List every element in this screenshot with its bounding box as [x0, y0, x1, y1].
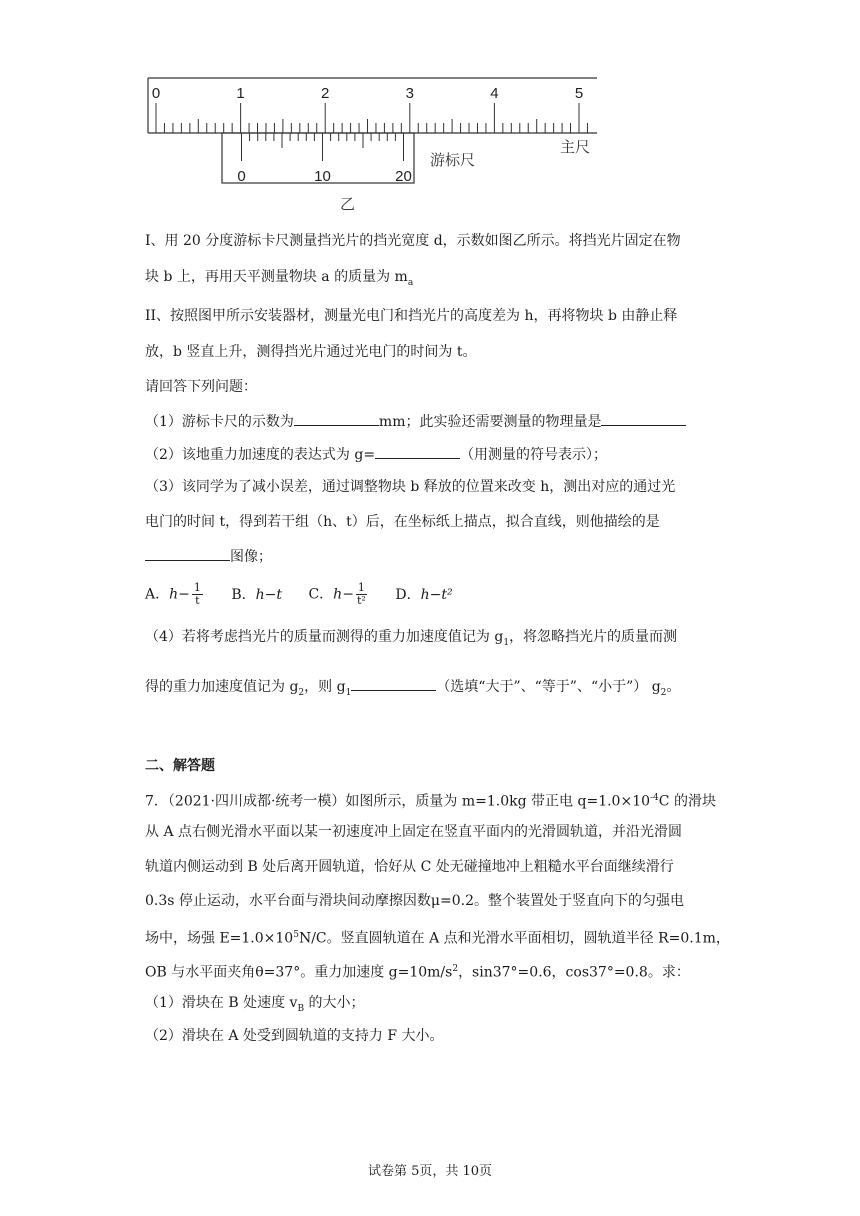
main-scale-label: 2: [321, 85, 330, 102]
step-1-line-2: 块 b 上，再用天平测量物块 a 的质量为 $m_a$: [145, 269, 414, 288]
problem-7-subquestion-1: （1）滑块在 B 处速度 $v_B$ 的大小；: [145, 995, 365, 1014]
problem-7-subquestion-2: （2）滑块在 A 处受到圆轨道的支持力 F 大小。: [145, 1028, 444, 1044]
main-scale-ticks: [156, 103, 587, 133]
question-4-line-2: 得的重力加速度值记为 $g_2$，则 $g_1$ （选填“大于”、“等于”、“小于”） $g_2$。: [145, 676, 680, 703]
step-2-line-2: 放，b 竖直上升，测得挡光片通过光电门的时间为 t。: [145, 344, 477, 360]
question-prompt: 请回答下列问题：: [145, 379, 257, 395]
main-scale-name: 主尺: [560, 139, 591, 156]
option-b[interactable]: B．h−t: [231, 586, 282, 603]
answer-blank-graph[interactable]: [145, 546, 230, 561]
main-scale-label: 5: [574, 85, 584, 102]
question-2: （2）该地重力加速度的表达式为 g= （用测量的符号表示）；: [145, 444, 607, 465]
question-3-line-3: 图像；: [145, 546, 272, 567]
option-a[interactable]: A．h− $\frac{1}{t}$: [145, 581, 201, 607]
vernier-scale-ticks: [242, 133, 404, 161]
vernier-scale-label: 20: [395, 168, 412, 185]
figure-caption: 乙: [340, 196, 356, 213]
answer-blank-g-expression[interactable]: [375, 444, 460, 459]
question-4-line-1: （4）若将考虑挡光片的质量而测得的重力加速度值记为 $g_1$，将忽略挡光片的质量而测: [145, 629, 678, 648]
question-3-line-1: （3）该同学为了减小误差，通过调整物块 b 释放的位置来改变 h，测出对应的通过光: [145, 479, 676, 495]
step-2-line-1: II、按照图甲所示安装器材，测量光电门和挡光片的高度差为 h，再将物块 b 由静止释: [145, 308, 678, 324]
vernier-scale-label: 10: [314, 168, 331, 185]
question-3-line-2: 电门的时间 t，得到若干组（h、t）后，在坐标纸上描点，拟合直线，则他描绘的是: [145, 514, 660, 530]
vernier-scale-name: 游标尺: [430, 152, 476, 169]
option-d[interactable]: D．h−t²: [395, 586, 453, 603]
main-scale-label: 4: [490, 85, 499, 102]
vernier-scale-label: 0: [237, 168, 246, 185]
answer-blank-reading[interactable]: [294, 411, 379, 426]
option-c[interactable]: C．h− $\frac{1}{\text{t²}}$: [308, 581, 366, 607]
main-scale-label: 3: [405, 85, 414, 102]
main-scale-label: 0: [151, 85, 161, 102]
problem-7-line-5: 场中，场强 $E=1.0\times 10^5N/C$。竖直圆轨道在 A 点和光滑水平面相切，圆轨道半径 R=0.1m，: [145, 930, 730, 947]
page-footer: 试卷第 5页，共 10页: [367, 1164, 493, 1179]
answer-blank-comparison[interactable]: [351, 676, 436, 691]
problem-7-line-4: 0.3s 停止运动，水平台面与滑块间动摩擦因数μ=0.2。整个装置处于竖直向下的匀强电: [145, 893, 684, 909]
answer-blank-quantity[interactable]: [601, 411, 686, 426]
section-heading: 二、解答题: [145, 758, 215, 774]
step-1-line-1: I、用 20 分度游标卡尺测量挡光片的挡光宽度 d，示数如图乙所示。将挡光片固定在物: [145, 233, 681, 249]
problem-7-line-3: 轨道内侧运动到 B 处后离开圆轨道，恰好从 C 处无碰撞地冲上粗糙水平台面继续滑行: [145, 859, 674, 875]
problem-7-line-6: OB 与水平面夹角θ=37°。重力加速度 $g=10m/s^2$，sin37°=0.6，cos37°=0.8。求：: [145, 964, 690, 981]
question-1: （1）游标卡尺的示数为 mm；此实验还需要测量的物理量是: [145, 411, 686, 432]
main-scale-label: 1: [236, 85, 245, 102]
problem-7-line-2: 从 A 点右侧光滑水平面以某一初速度冲上固定在竖直平面内的光滑圆轨道，并沿光滑圆: [145, 824, 683, 840]
options-row: [145, 582, 475, 607]
problem-7-line-1: 7．（2021·四川成都·统考一模）如图所示，质量为 m=1.0kg 带正电 $q=1.0\times 10^{-4}C$ 的滑块: [145, 793, 716, 810]
vernier-caliper-figure: [0, 0, 860, 215]
